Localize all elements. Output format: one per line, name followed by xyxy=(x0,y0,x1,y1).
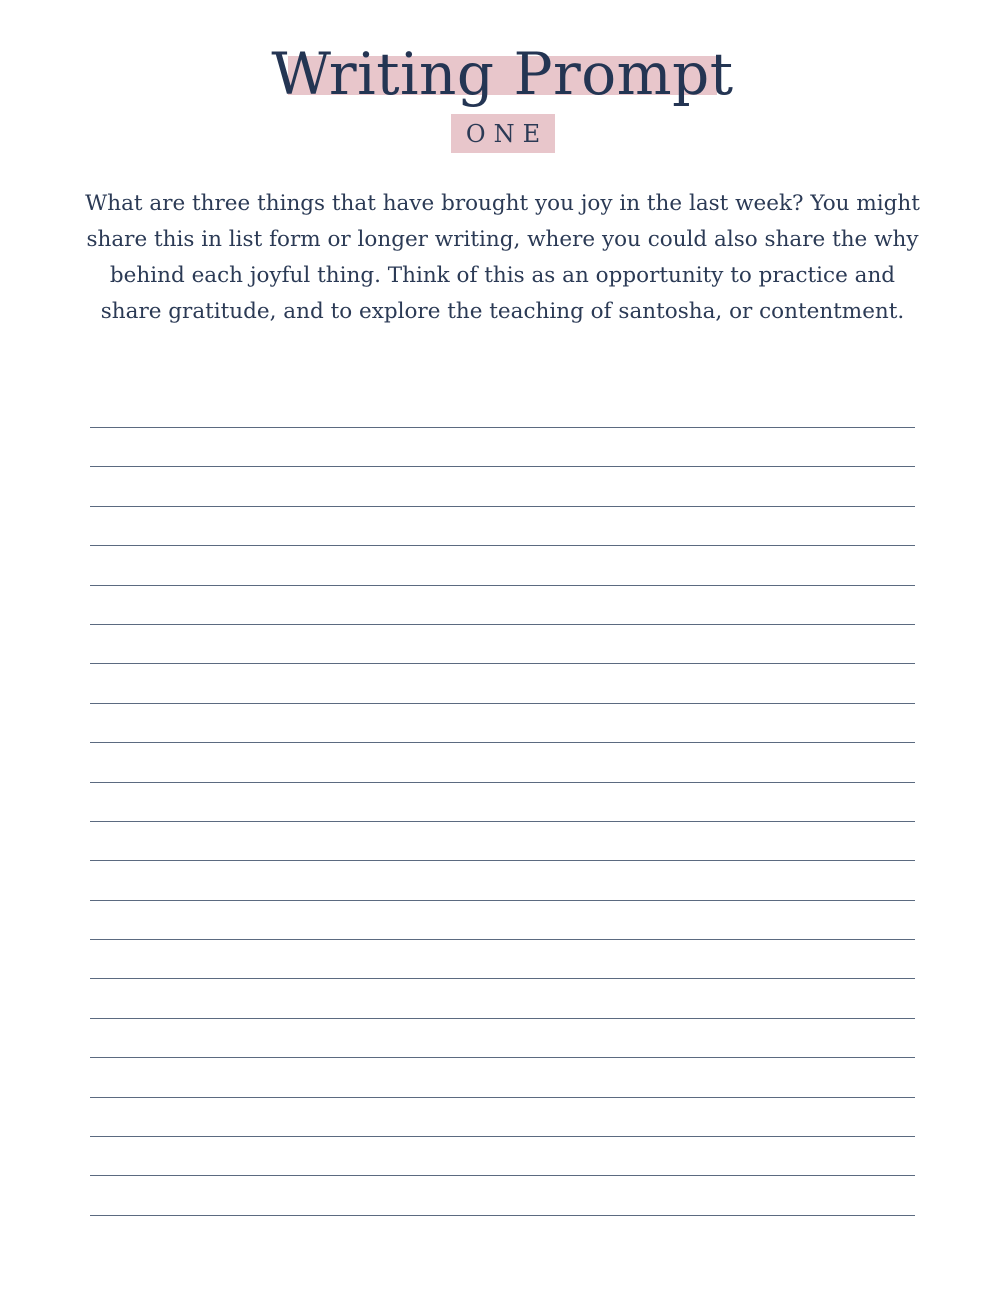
writing-line[interactable] xyxy=(90,742,915,781)
writing-line[interactable] xyxy=(90,624,915,663)
writing-line[interactable] xyxy=(90,1097,915,1136)
subtitle-badge xyxy=(451,114,555,153)
writing-lines[interactable] xyxy=(90,427,915,1254)
writing-line[interactable] xyxy=(90,1018,915,1057)
writing-line[interactable] xyxy=(90,1136,915,1175)
writing-line[interactable] xyxy=(90,663,915,702)
writing-line[interactable] xyxy=(90,782,915,821)
writing-line[interactable] xyxy=(90,821,915,860)
writing-line[interactable] xyxy=(90,427,915,466)
page-title: Writing Prompt xyxy=(271,40,734,108)
writing-line[interactable] xyxy=(90,1175,915,1214)
writing-line[interactable] xyxy=(90,1215,915,1254)
writing-line[interactable] xyxy=(90,939,915,978)
writing-line[interactable] xyxy=(90,585,915,624)
writing-line[interactable] xyxy=(90,506,915,545)
writing-line[interactable] xyxy=(90,466,915,505)
header xyxy=(0,38,1005,110)
writing-line[interactable] xyxy=(90,1057,915,1096)
writing-line[interactable] xyxy=(90,900,915,939)
writing-line[interactable] xyxy=(90,545,915,584)
writing-line[interactable] xyxy=(90,978,915,1017)
writing-line[interactable] xyxy=(90,703,915,742)
writing-line[interactable] xyxy=(90,860,915,899)
subtitle: ONE xyxy=(465,119,549,148)
prompt-text: What are three things that have brought you joy in the last week? You might share this in list form or longer writing, where you could also share the why behind each joyful thing. Think of this as an opportunity to practice and share gratitude, and to explore the teaching of santosha, or contentment. xyxy=(85,191,920,324)
